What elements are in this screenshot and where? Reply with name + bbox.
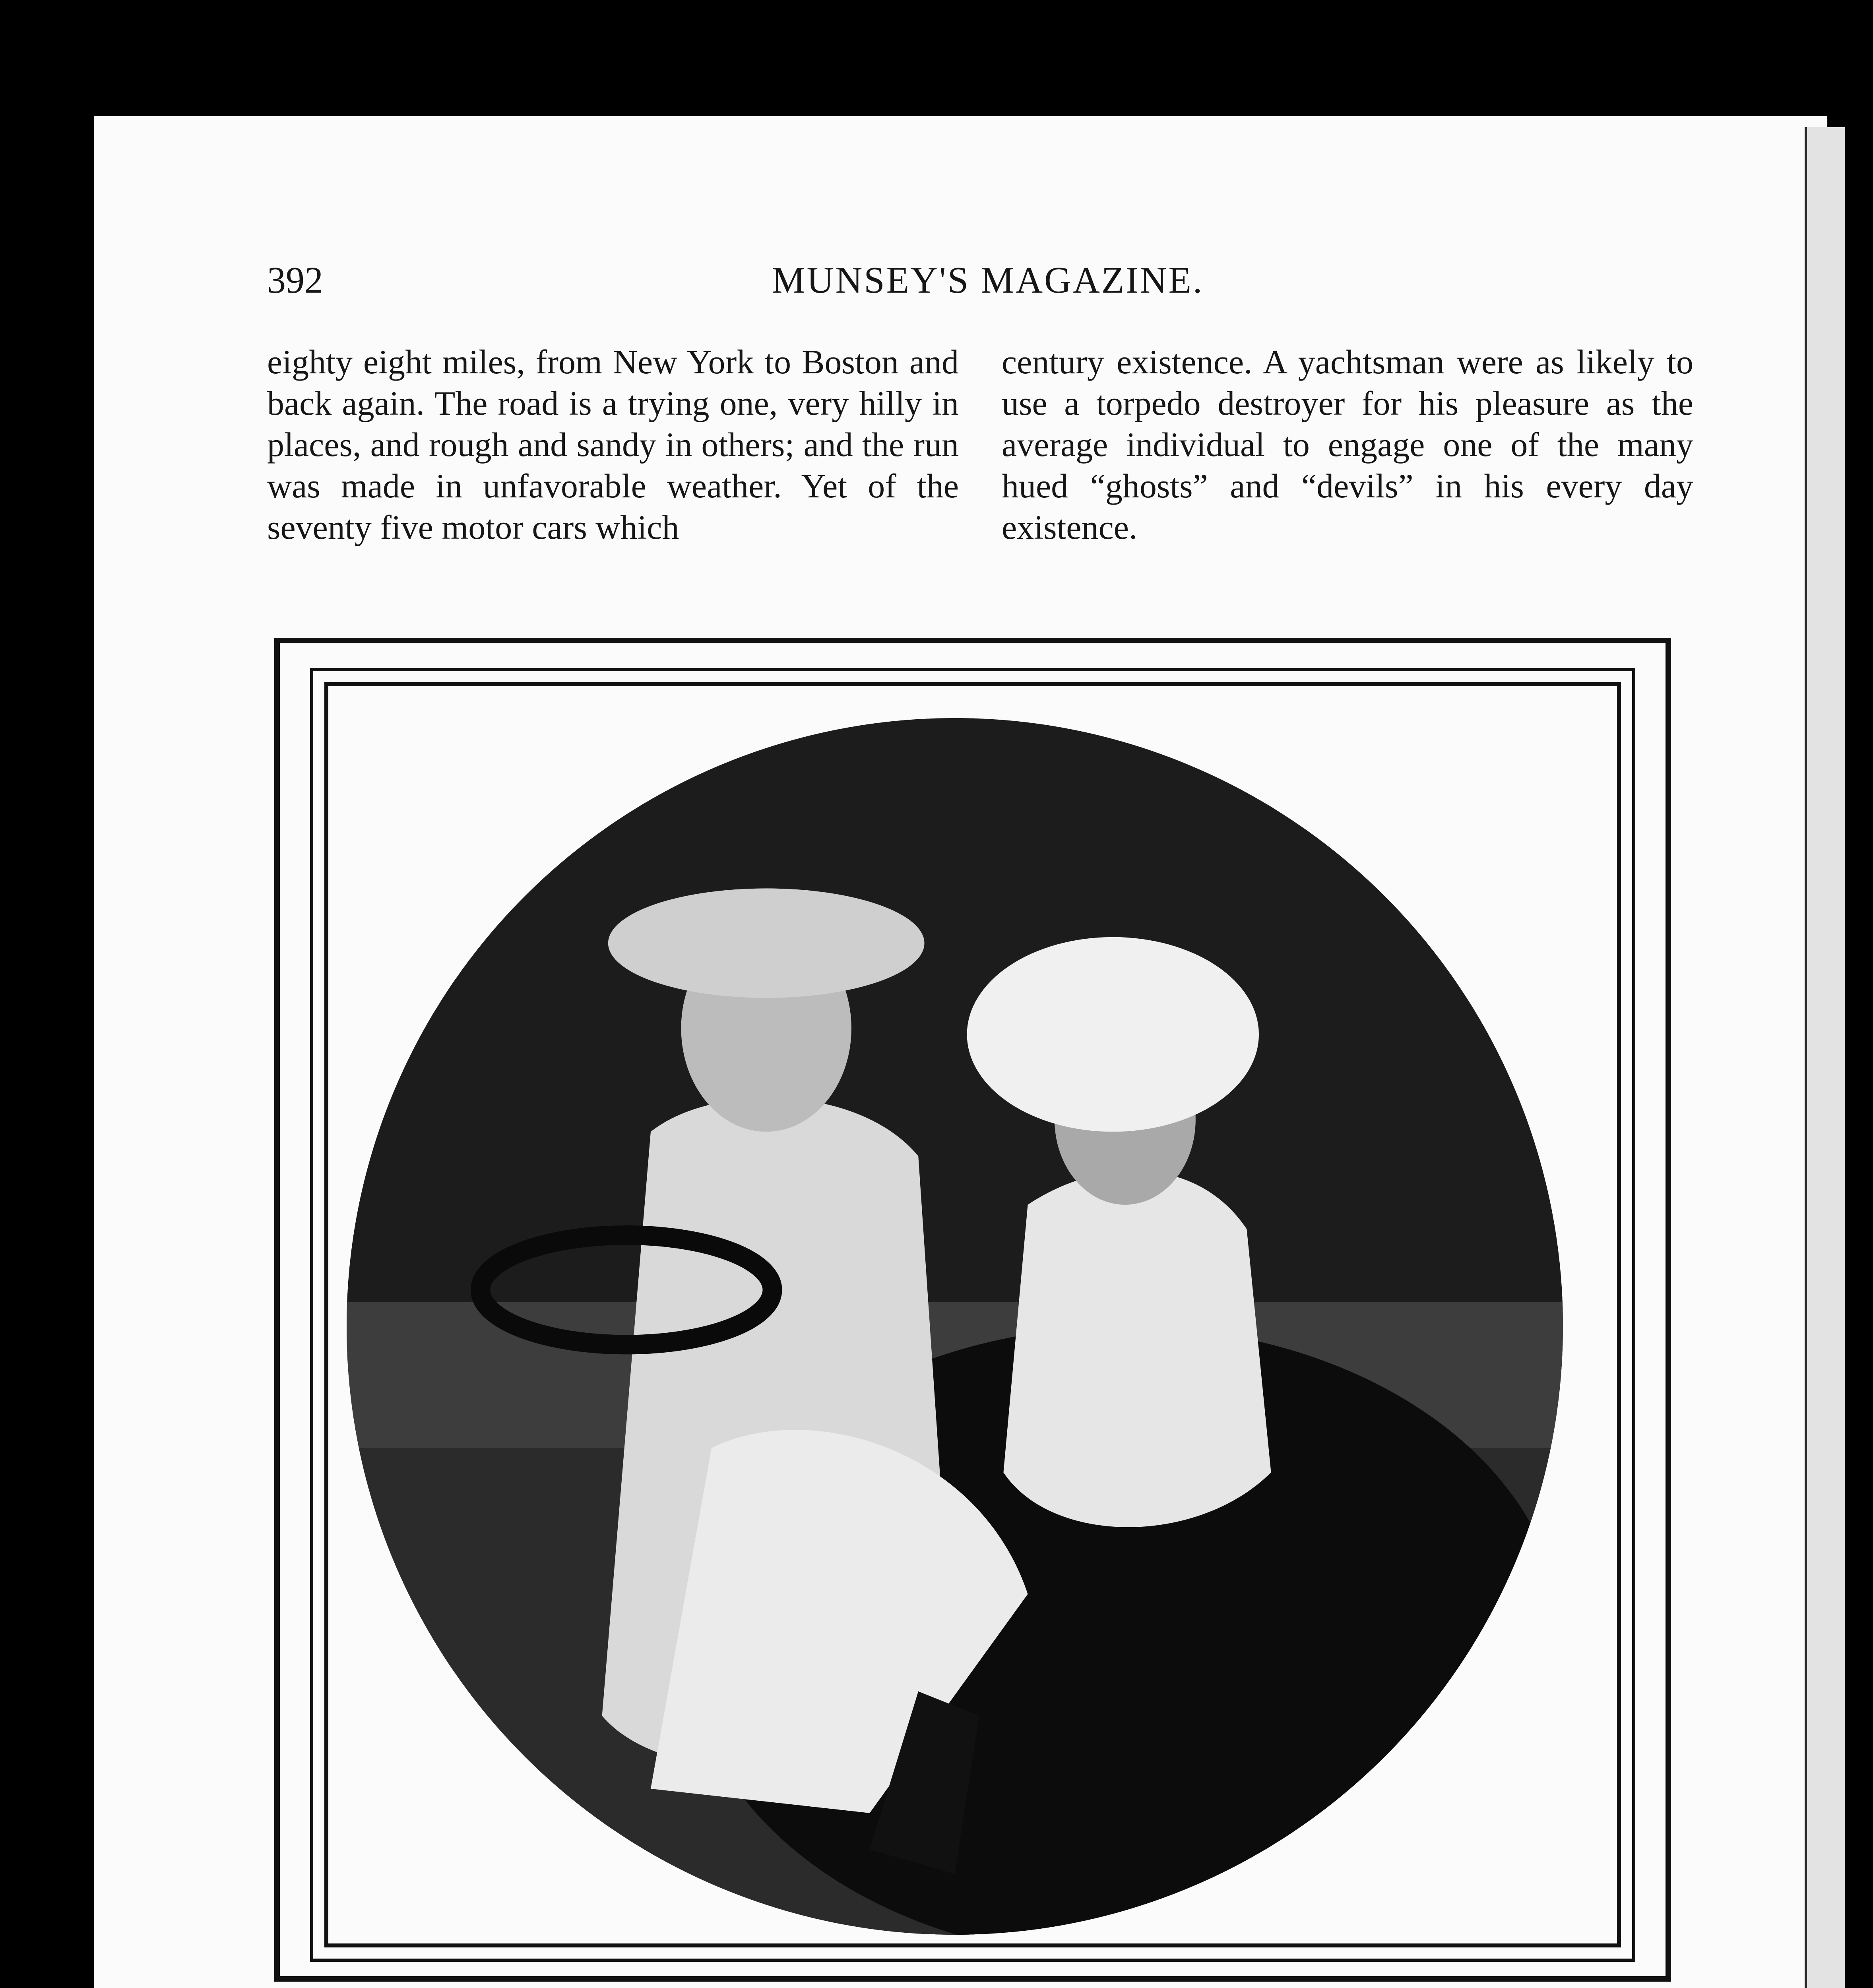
top-left-column <box>267 341 959 548</box>
facing-page-edge <box>1805 127 1845 1988</box>
photograph-illustration <box>347 718 1563 1935</box>
circular-photograph <box>347 718 1563 1935</box>
running-title: MUNSEY'S MAGAZINE. <box>772 260 1204 301</box>
top-right-column <box>1002 341 1693 548</box>
top-left-paragraph: eighty eight miles, from New York to Boston and back again. The road is a trying one, very hilly in places, and rough and sandy in others; and the run was made in unfavorable weather. Yet of the seventy five motor cars which <box>267 343 959 546</box>
photo-inner-frame <box>324 682 1621 1947</box>
top-right-paragraph: century existence. A yachtsman were as likely to use a torpedo destroyer for his pleasure as the average individual to engage one of the many hued “ghosts” and “devils” in his every day existence. <box>1002 343 1693 546</box>
photo-figure-frame <box>274 638 1671 1982</box>
page-number: 392 <box>267 260 323 301</box>
page-header <box>267 258 1702 302</box>
